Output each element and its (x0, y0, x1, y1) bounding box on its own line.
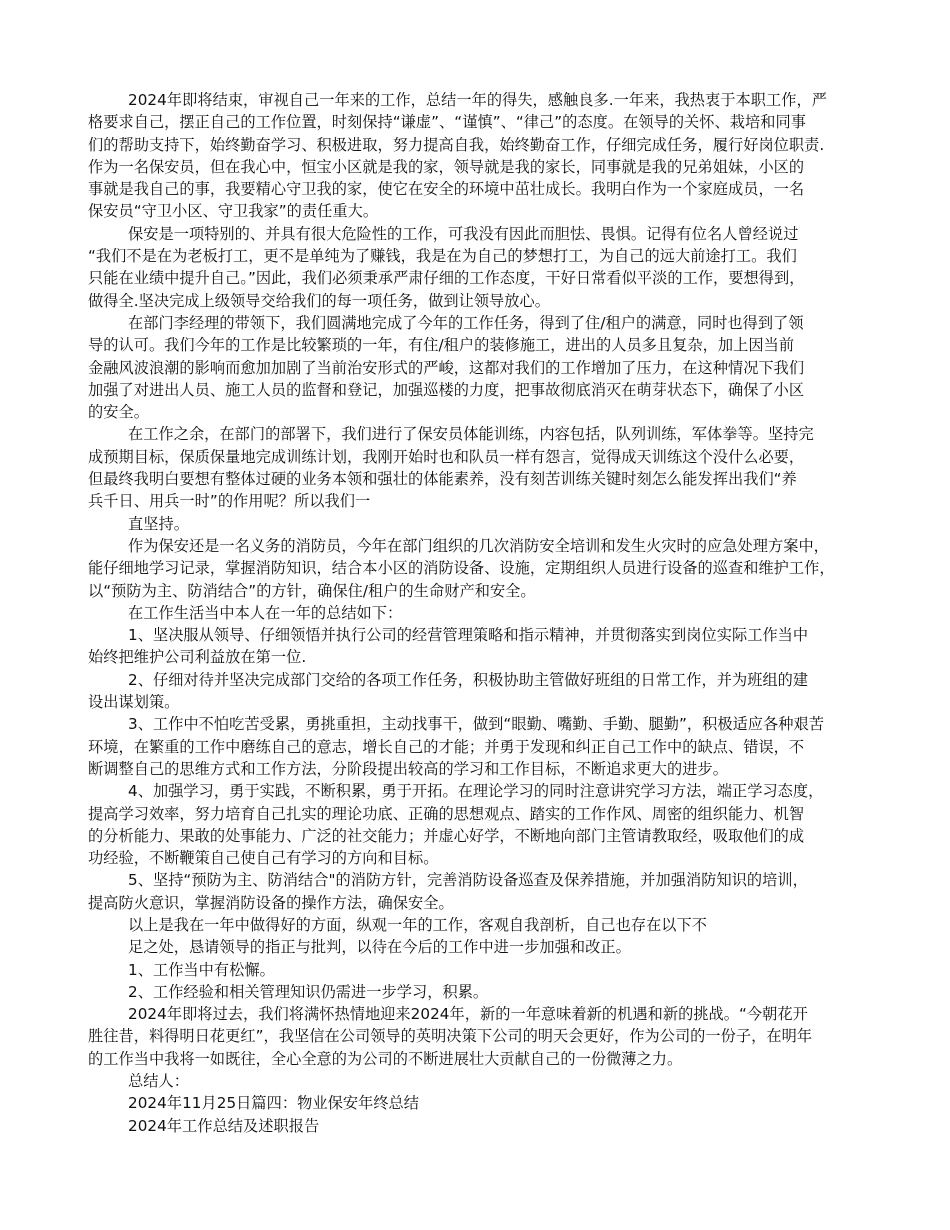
text-line: 的分析能力、果敢的处事能力、广泛的社交能力；并虚心好学，不断地向部门主管请教取经，吸取他们的成 (88, 826, 805, 845)
text-line: 成预期目标，保质保量地完成训练计划，我刚开始时也和队员一样有怨言，觉得成天训练这个没什么必要， (88, 447, 805, 466)
text-line: 格要求自己，摆正自己的工作位置，时刻保持“谦虚”、“谨慎”、“律己”的态度。在领导的关怀、栽培和同事 (88, 113, 806, 132)
text-line: 2024年工作总结及述职报告 (128, 1116, 320, 1135)
text-line: 1、工作当中有松懈。 (128, 960, 275, 979)
text-line: 作为保安还是一名义务的消防员，今年在部门组织的几次消防安全培训和发生火灾时的应急处理方案中， (128, 536, 829, 555)
text-line: 提高防火意识，掌握消防设备的操作方法，确保安全。 (88, 893, 454, 912)
text-line: 导的认可。我们今年的工作是比较繁琐的一年，有住/租户的装修施工，进出的人员多且复杂，加上因当前 (88, 336, 795, 355)
text-line: 在工作之余，在部门的部署下，我们进行了保安员体能训练，内容包括，队列训练，军体拳等。坚持完 (128, 425, 814, 444)
text-line: 足之处，恳请领导的指正与批判，以待在今后的工作中进一步加强和改正。 (128, 938, 631, 957)
text-line: 做得全.坚决完成上级领导交给我们的每一项任务，做到让领导放心。 (88, 291, 551, 310)
text-line: 总结人： (128, 1072, 189, 1091)
text-line: 但最终我明白要想有整体过硬的业务本领和强壮的体能素养，没有刻苦训练关键时刻怎么能发挥出我们“养 (88, 470, 797, 489)
text-line: 3、工作中不怕吃苦受累，勇挑重担，主动找事干，做到“眼勤、嘴勤、手勤、腿勤”，积极适应各种艰苦 (128, 715, 824, 734)
text-line: 提高学习效率，努力培育自己扎实的理论功底、正确的思想观点、踏实的工作作风、周密的组织能力、机智 (88, 804, 805, 823)
text-line: 保安员“守卫小区、守卫我家”的责任重大。 (88, 202, 379, 221)
text-line: 设出谋划策。 (88, 693, 180, 712)
text-line: 在部门李经理的带领下，我们圆满地完成了今年的工作任务，得到了住/租户的满意，同时也得到了领 (128, 313, 804, 332)
text-line: 加强了对进出人员、施工人员的监督和登记，加强巡楼的力度，把事故彻底消灭在萌芽状态下，确保了小区 (88, 380, 805, 399)
text-line: 2、仔细对待并坚决完成部门交给的各项工作任务，积极协助主管做好班组的日常工作，并为班组的建 (128, 670, 809, 689)
text-line: 能仔细地学习记录，掌握消防知识，结合本小区的消防设备、设施，定期组织人员进行设备的巡查和维护工作， (88, 559, 835, 578)
text-line: 2024年即将结束，审视自己一年来的工作，总结一年的得失，感触良多.一年来，我热衷于本职工作，严 (128, 91, 827, 109)
text-line: 直坚持。 (128, 514, 189, 533)
text-line: 断调整自己的思维方式和工作方法，分阶段提出较高的学习和工作目标，不断追求更大的进步。 (88, 759, 728, 778)
text-line: 保安是一项特别的、并具有很大危险性的工作，可我没有因此而胆怯、畏惧。记得有位名人曾经说过 (128, 224, 799, 243)
text-line: 的工作当中我将一如既往，全心全意的为公司的不断进展壮大贡献自己的一份微薄之力。 (88, 1049, 683, 1068)
text-line: 作为一名保安员，但在我心中，恒宝小区就是我的家，领导就是我的家长，同事就是我的兄弟姐妹，小区的 (88, 157, 805, 176)
text-line: 2024年11月25日篇四：物业保安年终总结 (128, 1094, 420, 1113)
text-line: 以“预防为主、防消结合”的方针，确保住/租户的生命财产和安全。 (88, 581, 536, 600)
text-line: 胜往昔，料得明日花更红”，我坚信在公司领导的英明决策下公司的明天会更好，作为公司的一份子，在明年 (88, 1027, 813, 1046)
text-line: 金融风波浪潮的影响而愈加加剧了当前治安形式的严峻，这都对我们的工作增加了压力，在这种情况下我们 (88, 358, 805, 377)
text-line: 2、工作经验和相关管理知识仍需进一步学习，积累。 (128, 982, 489, 1001)
text-line: 们的帮助支持下，始终勤奋学习、积极进取，努力提高自我，始终勤奋工作，仔细完成任务，履行好岗位职责. (88, 135, 825, 154)
text-line: 在工作生活当中本人在一年的总结如下： (128, 603, 403, 622)
text-line: 事就是我自己的事，我要精心守卫我的家，使它在安全的环境中茁壮成长。我明白作为一个家庭成员，一名 (88, 180, 805, 199)
text-line: 以上是我在一年中做得好的方面，纵观一年的工作，客观自我剖析，自己也存在以下不 (128, 915, 708, 934)
text-line: 2024年即将过去，我们将满怀热情地迎来2024年，新的一年意味着新的机遇和新的挑战。“今朝花开 (128, 1005, 808, 1024)
text-line: 环境，在繁重的工作中磨练自己的意志，增长自己的才能；并勇于发现和纠正自己工作中的缺点、错误，不 (88, 737, 805, 756)
text-line: 始终把维护公司利益放在第一位. (88, 648, 307, 667)
text-line: 的安全。 (88, 403, 149, 422)
text-line: 兵千日、用兵一时”的作用呢？所以我们一 (88, 492, 371, 511)
text-line: 5、坚持“预防为主、防消结合"的消防方针，完善消防设备巡查及保养措施，并加强消防知识的培训， (128, 871, 808, 890)
text-line: 功经验，不断鞭策自己使自己有学习的方向和目标。 (88, 849, 439, 868)
text-line: 1、坚决服从领导、仔细领悟并执行公司的经营管理策略和指示精神，并贯彻落实到岗位实际工作当中 (128, 626, 809, 645)
text-line: “我们不是在为老板打工，更不是单纯为了赚钱，我是在为自己的梦想打工，为自己的远大前途打工。我们 (88, 247, 797, 266)
text-line: 4、加强学习，勇于实践，不断积累，勇于开拓。在理论学习的同时注意讲究学习方法，端正学习态度， (128, 782, 824, 801)
text-line: 只能在业绩中提升自己。”因此，我们必须秉承严肃仔细的工作态度，干好日常看似平淡的工作，要想得到， (88, 269, 805, 288)
